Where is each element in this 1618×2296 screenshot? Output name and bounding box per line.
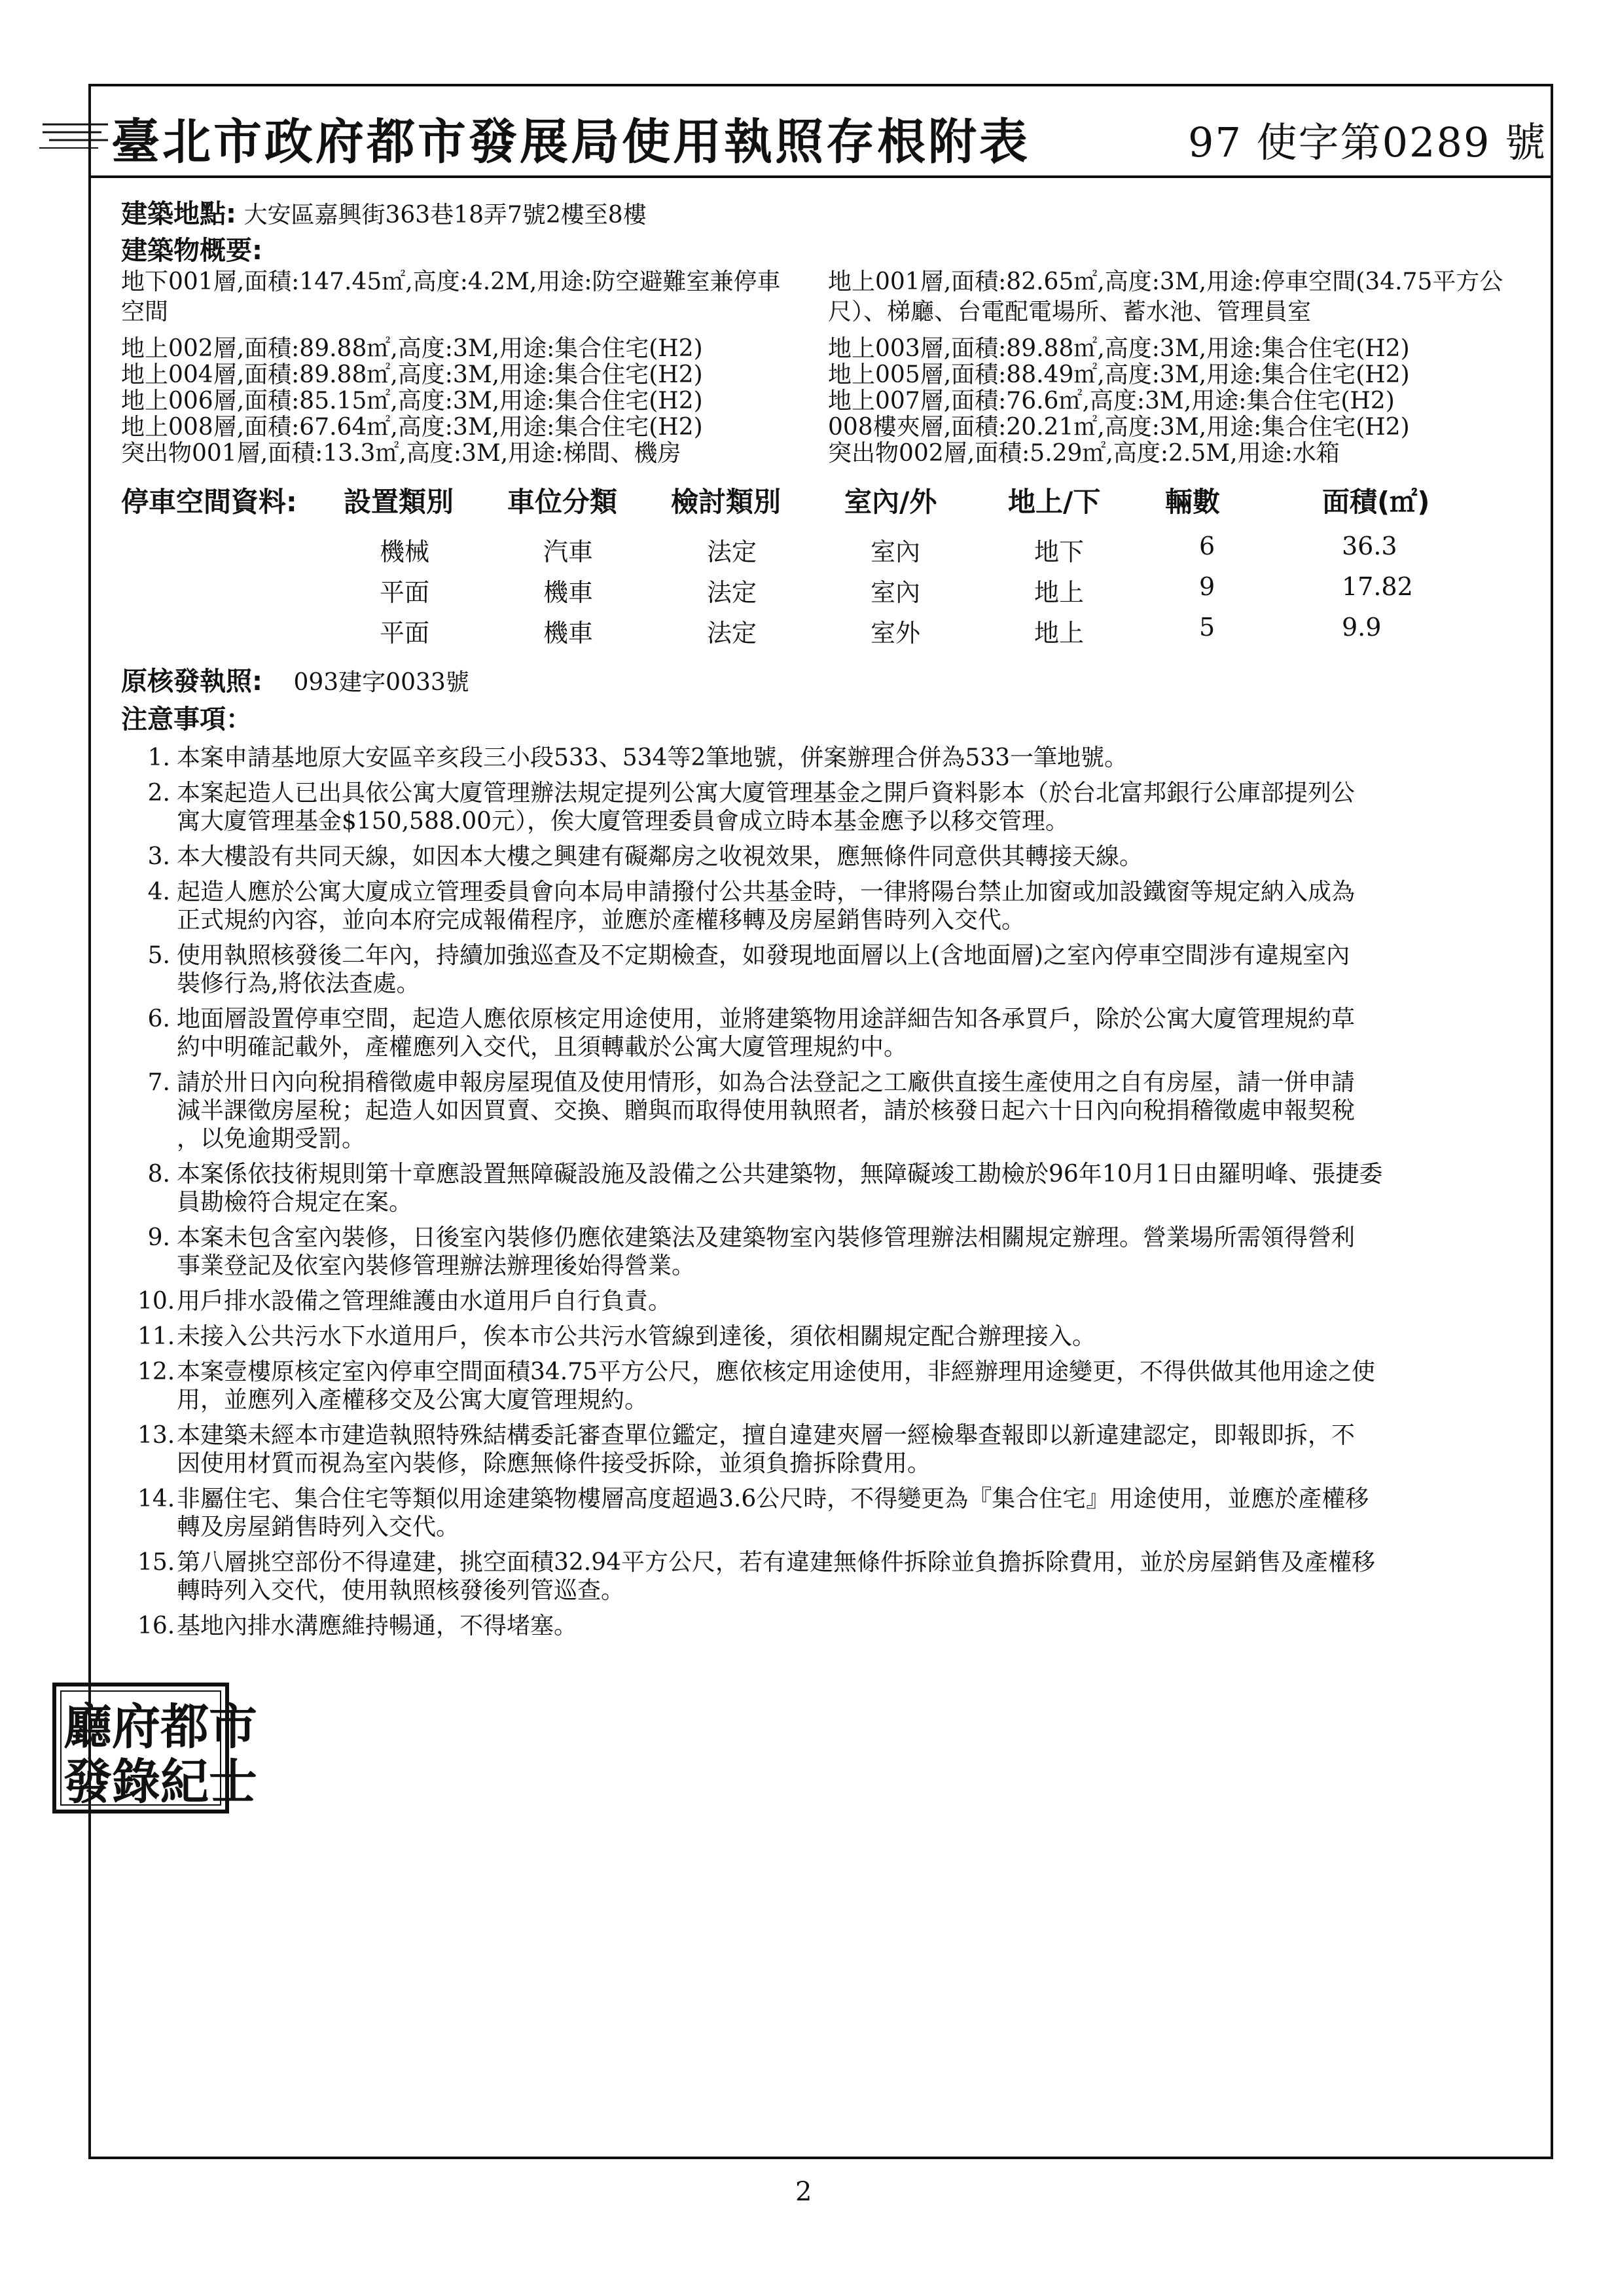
note-line: 基地內排水溝應維持暢通，不得堵塞。 xyxy=(177,1613,578,1639)
notes-label: 注意事項： xyxy=(121,704,252,735)
note-item xyxy=(137,1548,1545,1605)
original-permit-label: 原核發執照: xyxy=(121,666,262,697)
note-number: 7. xyxy=(147,1069,170,1096)
note-text xyxy=(177,1224,1545,1280)
note-item xyxy=(137,1358,1545,1414)
note-text xyxy=(177,744,1545,772)
parking-cell: 機車 xyxy=(543,578,594,607)
site-value: 大安區嘉興街363巷18弄7號2樓至8樓 xyxy=(243,202,647,228)
note-number: 1. xyxy=(147,744,170,771)
note-number: 15. xyxy=(137,1549,175,1576)
note-line: 本案壹樓原核定室內停車空間面積34.75平方公尺，應依核定用途使用，非經辦理用途變更，不得供做其他用途之使 xyxy=(177,1358,1376,1385)
parking-cell: 地上 xyxy=(1034,578,1085,607)
svg-text:廳府都市: 廳府都市 xyxy=(63,1699,257,1755)
note-line: ，以免逾期受罰。 xyxy=(177,1125,366,1152)
note-line: 本案未包含室內裝修，日後室內裝修仍應依建築法及建築物室內裝修管理辦法相關規定辦理。營業場所需領得營利 xyxy=(177,1224,1356,1251)
note-line: 正式規約內容，並向本府完成報備程序，並應於產權移轉及房屋銷售時列入交代。 xyxy=(177,907,1026,934)
note-line: 本案起造人已出具依公寓大廈管理辦法規定提列公寓大廈管理基金之開戶資料影本（於台北富邦銀行公庫部提列公 xyxy=(177,780,1356,807)
note-item xyxy=(137,1287,1545,1315)
page-number: 2 xyxy=(795,2177,812,2207)
page-title: 臺北市政府都市發展局使用執照存根附表 xyxy=(111,114,1030,170)
original-permit-row xyxy=(121,666,469,697)
note-line: 轉時列入交代，使用執照核發後列管巡查。 xyxy=(177,1577,625,1604)
note-text xyxy=(177,843,1545,871)
parking-header-0: 設置類別 xyxy=(344,486,454,518)
note-line: 起造人應於公寓大廈成立管理委員會向本局申請撥付公共基金時，一律將陽台禁止加窗或加設鐵窗等規定納入成為 xyxy=(177,879,1356,905)
note-item xyxy=(137,1224,1545,1280)
note-line: 裝修行為,將依法查處。 xyxy=(177,970,420,997)
note-text xyxy=(177,1421,1545,1478)
parking-cell: 6 xyxy=(1199,532,1215,560)
note-line: 約中明確記載外，產權應列入交代，且須轉載於公寓大廈管理規約中。 xyxy=(177,1034,908,1061)
parking-cell: 室外 xyxy=(871,619,921,647)
note-number: 14. xyxy=(137,1485,175,1512)
note-line: 轉及房屋銷售時列入交代。 xyxy=(177,1514,460,1540)
parking-cell: 法定 xyxy=(707,578,757,607)
note-line: 事業登記及依室內裝修管理辦法辦理後始得營業。 xyxy=(177,1252,696,1279)
note-line: 地面層設置停車空間，起造人應依原核定用途使用，並將建築物用途詳細告知各承買戶，除於公寓大廈管理規約草 xyxy=(177,1006,1356,1032)
note-line: 減半課徵房屋稅；起造人如因買賣、交換、贈與而取得使用執照者，請於核發日起六十日內向稅捐稽徵處申報契稅 xyxy=(177,1097,1356,1124)
parking-cell: 室內 xyxy=(871,578,921,607)
parking-cell: 機械 xyxy=(380,538,430,566)
note-item xyxy=(137,1485,1545,1541)
permit-number: 97 使字第0289 號 xyxy=(1188,118,1547,166)
note-number: 6. xyxy=(147,1006,170,1032)
note-line: 使用執照核發後二年內，持續加強巡查及不定期檢查，如發現地面層以上(含地面層)之室內停車空間涉有違規室內 xyxy=(177,942,1350,969)
note-item xyxy=(137,1005,1545,1061)
note-line: 本建築未經本市建造執照特殊結構委託審查單位鑑定，擅自違建夾層一經檢舉查報即以新違建認定，即報即拆，不 xyxy=(177,1422,1356,1449)
parking-cell: 地上 xyxy=(1034,619,1085,647)
parking-header-1: 車位分類 xyxy=(507,486,618,518)
parking-cell: 5 xyxy=(1199,613,1215,642)
note-number: 16. xyxy=(137,1613,175,1639)
parking-cell: 平面 xyxy=(380,619,430,647)
note-line: 因使用材質而視為室內裝修，除應無條件接受拆除，並須負擔拆除費用。 xyxy=(177,1450,931,1477)
note-text xyxy=(177,1005,1545,1061)
note-text xyxy=(177,1160,1545,1216)
note-line: 第八層挑空部份不得違建，挑空面積32.94平方公尺，若有違建無條件拆除並負擔拆除費用，並於房屋銷售及產權移 xyxy=(177,1549,1376,1576)
overview-left-2: 地上002層,面積:89.88㎡,高度:3M,用途:集合住宅(H2) xyxy=(121,335,703,362)
parking-cell: 機車 xyxy=(543,619,594,647)
note-text xyxy=(177,1548,1545,1605)
note-item xyxy=(137,779,1545,835)
overview-right-0: 地上001層,面積:82.65㎡,高度:3M,用途:停車空間(34.75平方公 xyxy=(828,268,1503,295)
note-text xyxy=(177,1287,1545,1315)
overview-left-0: 地下001層,面積:147.45㎡,高度:4.2M,用途:防空避難室兼停車 xyxy=(121,268,781,295)
overview-left-3: 地上004層,面積:89.88㎡,高度:3M,用途:集合住宅(H2) xyxy=(121,361,703,388)
note-line: 用，並應列入產權移交及公寓大廈管理規約。 xyxy=(177,1387,649,1413)
site-label: 建築地點: xyxy=(121,199,236,229)
parking-header-3: 室內/外 xyxy=(844,486,937,518)
note-item xyxy=(137,744,1545,772)
note-text xyxy=(177,779,1545,835)
note-text xyxy=(177,941,1545,998)
overview-right-2: 地上003層,面積:89.88㎡,高度:3M,用途:集合住宅(H2) xyxy=(828,335,1410,362)
overview-left-4: 地上006層,面積:85.15㎡,高度:3M,用途:集合住宅(H2) xyxy=(121,388,703,414)
note-line: 未接入公共污水下水道用戶，俟本市公共污水管線到達後，須依相關規定配合辦理接入。 xyxy=(177,1323,1096,1350)
official-seal-icon xyxy=(49,1679,257,1817)
note-number: 13. xyxy=(137,1422,175,1449)
note-line: 用戶排水設備之管理維護由水道用戶自行負責。 xyxy=(177,1288,672,1315)
note-number: 8. xyxy=(147,1161,170,1188)
note-text xyxy=(177,1358,1545,1414)
overview-label-row xyxy=(121,238,262,264)
overview-right-1: 尺）、梯廳、台電配電場所、蓄水池、管理員室 xyxy=(828,299,1312,325)
note-line: 本案申請基地原大安區辛亥段三小段533、534等2筆地號，併案辦理合併為533一筆地號。 xyxy=(177,744,1128,771)
note-item xyxy=(137,941,1545,998)
note-item xyxy=(137,1322,1545,1351)
note-text xyxy=(177,1485,1545,1541)
overview-right-5: 008樓夾層,面積:20.21㎡,高度:3M,用途:集合住宅(H2) xyxy=(828,414,1410,441)
note-item xyxy=(137,878,1545,934)
parking-cell: 9 xyxy=(1199,572,1215,601)
note-text xyxy=(177,1612,1545,1640)
header-rule xyxy=(88,175,1553,178)
note-number: 4. xyxy=(147,879,170,905)
note-line: 寓大廈管理基金$150,588.00元），俟大廈管理委員會成立時本基金應予以移交管理。 xyxy=(177,808,1070,835)
note-text xyxy=(177,1068,1545,1153)
note-item xyxy=(137,1068,1545,1153)
parking-header-2: 檢討類別 xyxy=(671,486,782,518)
note-item xyxy=(137,1612,1545,1640)
original-permit-value: 093建字0033號 xyxy=(293,669,469,696)
note-text xyxy=(177,878,1545,934)
notes-label-row xyxy=(121,704,252,735)
parking-header-4: 地上/下 xyxy=(1008,486,1101,518)
overview-right-4: 地上007層,面積:76.6㎡,高度:3M,用途:集合住宅(H2) xyxy=(828,388,1395,414)
parking-cell: 法定 xyxy=(707,538,757,566)
note-number: 5. xyxy=(147,942,170,969)
parking-label: 停車空間資料: xyxy=(121,486,297,518)
note-text xyxy=(177,1322,1545,1351)
note-number: 11. xyxy=(137,1323,175,1350)
overview-left-6: 突出物001層,面積:13.3㎡,高度:3M,用途:梯間、機房 xyxy=(121,440,681,467)
overview-right-3: 地上005層,面積:88.49㎡,高度:3M,用途:集合住宅(H2) xyxy=(828,361,1410,388)
overview-left-1: 空間 xyxy=(121,299,169,325)
note-number: 2. xyxy=(147,780,170,807)
note-item xyxy=(137,1421,1545,1478)
note-line: 員勘檢符合規定在案。 xyxy=(177,1189,413,1216)
parking-cell: 室內 xyxy=(871,538,921,566)
note-line: 非屬住宅、集合住宅等類似用途建築物樓層高度超過3.6公尺時，不得變更為『集合住宅』用途使用，並應於產權移 xyxy=(177,1485,1369,1512)
parking-cell: 9.9 xyxy=(1342,613,1382,642)
site-row xyxy=(121,199,647,229)
parking-cell: 地下 xyxy=(1034,538,1085,566)
parking-cell: 36.3 xyxy=(1342,532,1397,560)
parking-header-5: 輛數 xyxy=(1165,486,1221,518)
note-item xyxy=(137,843,1545,871)
note-number: 12. xyxy=(137,1358,175,1385)
note-number: 3. xyxy=(147,843,170,870)
parking-cell: 汽車 xyxy=(543,538,594,566)
overview-label: 建築物概要: xyxy=(121,236,262,266)
parking-cell: 17.82 xyxy=(1342,572,1413,601)
overview-right-6: 突出物002層,面積:5.29㎡,高度:2.5M,用途:水箱 xyxy=(828,440,1340,467)
parking-header-6: 面積(㎡) xyxy=(1322,486,1430,518)
svg-text:發錄紀士: 發錄紀士 xyxy=(63,1754,257,1810)
note-number: 10. xyxy=(137,1288,175,1315)
note-line: 本案係依技術規則第十章應設置無障礙設施及設備之公共建築物，無障礙竣工勘檢於96年10月1日由羅明峰、張捷委 xyxy=(177,1161,1383,1188)
note-number: 9. xyxy=(147,1224,170,1251)
note-line: 本大樓設有共同天線，如因本大樓之興建有礙鄰房之收視效果，應無條件同意供其轉接天線。 xyxy=(177,843,1143,870)
note-line: 請於卅日內向稅捐稽徵處申報房屋現值及使用情形，如為合法登記之工廠供直接生產使用之自有房屋，請一併申請 xyxy=(177,1069,1356,1096)
note-item xyxy=(137,1160,1545,1216)
parking-cell: 平面 xyxy=(380,578,430,607)
overview-left-5: 地上008層,面積:67.64㎡,高度:3M,用途:集合住宅(H2) xyxy=(121,414,703,441)
parking-cell: 法定 xyxy=(707,619,757,647)
